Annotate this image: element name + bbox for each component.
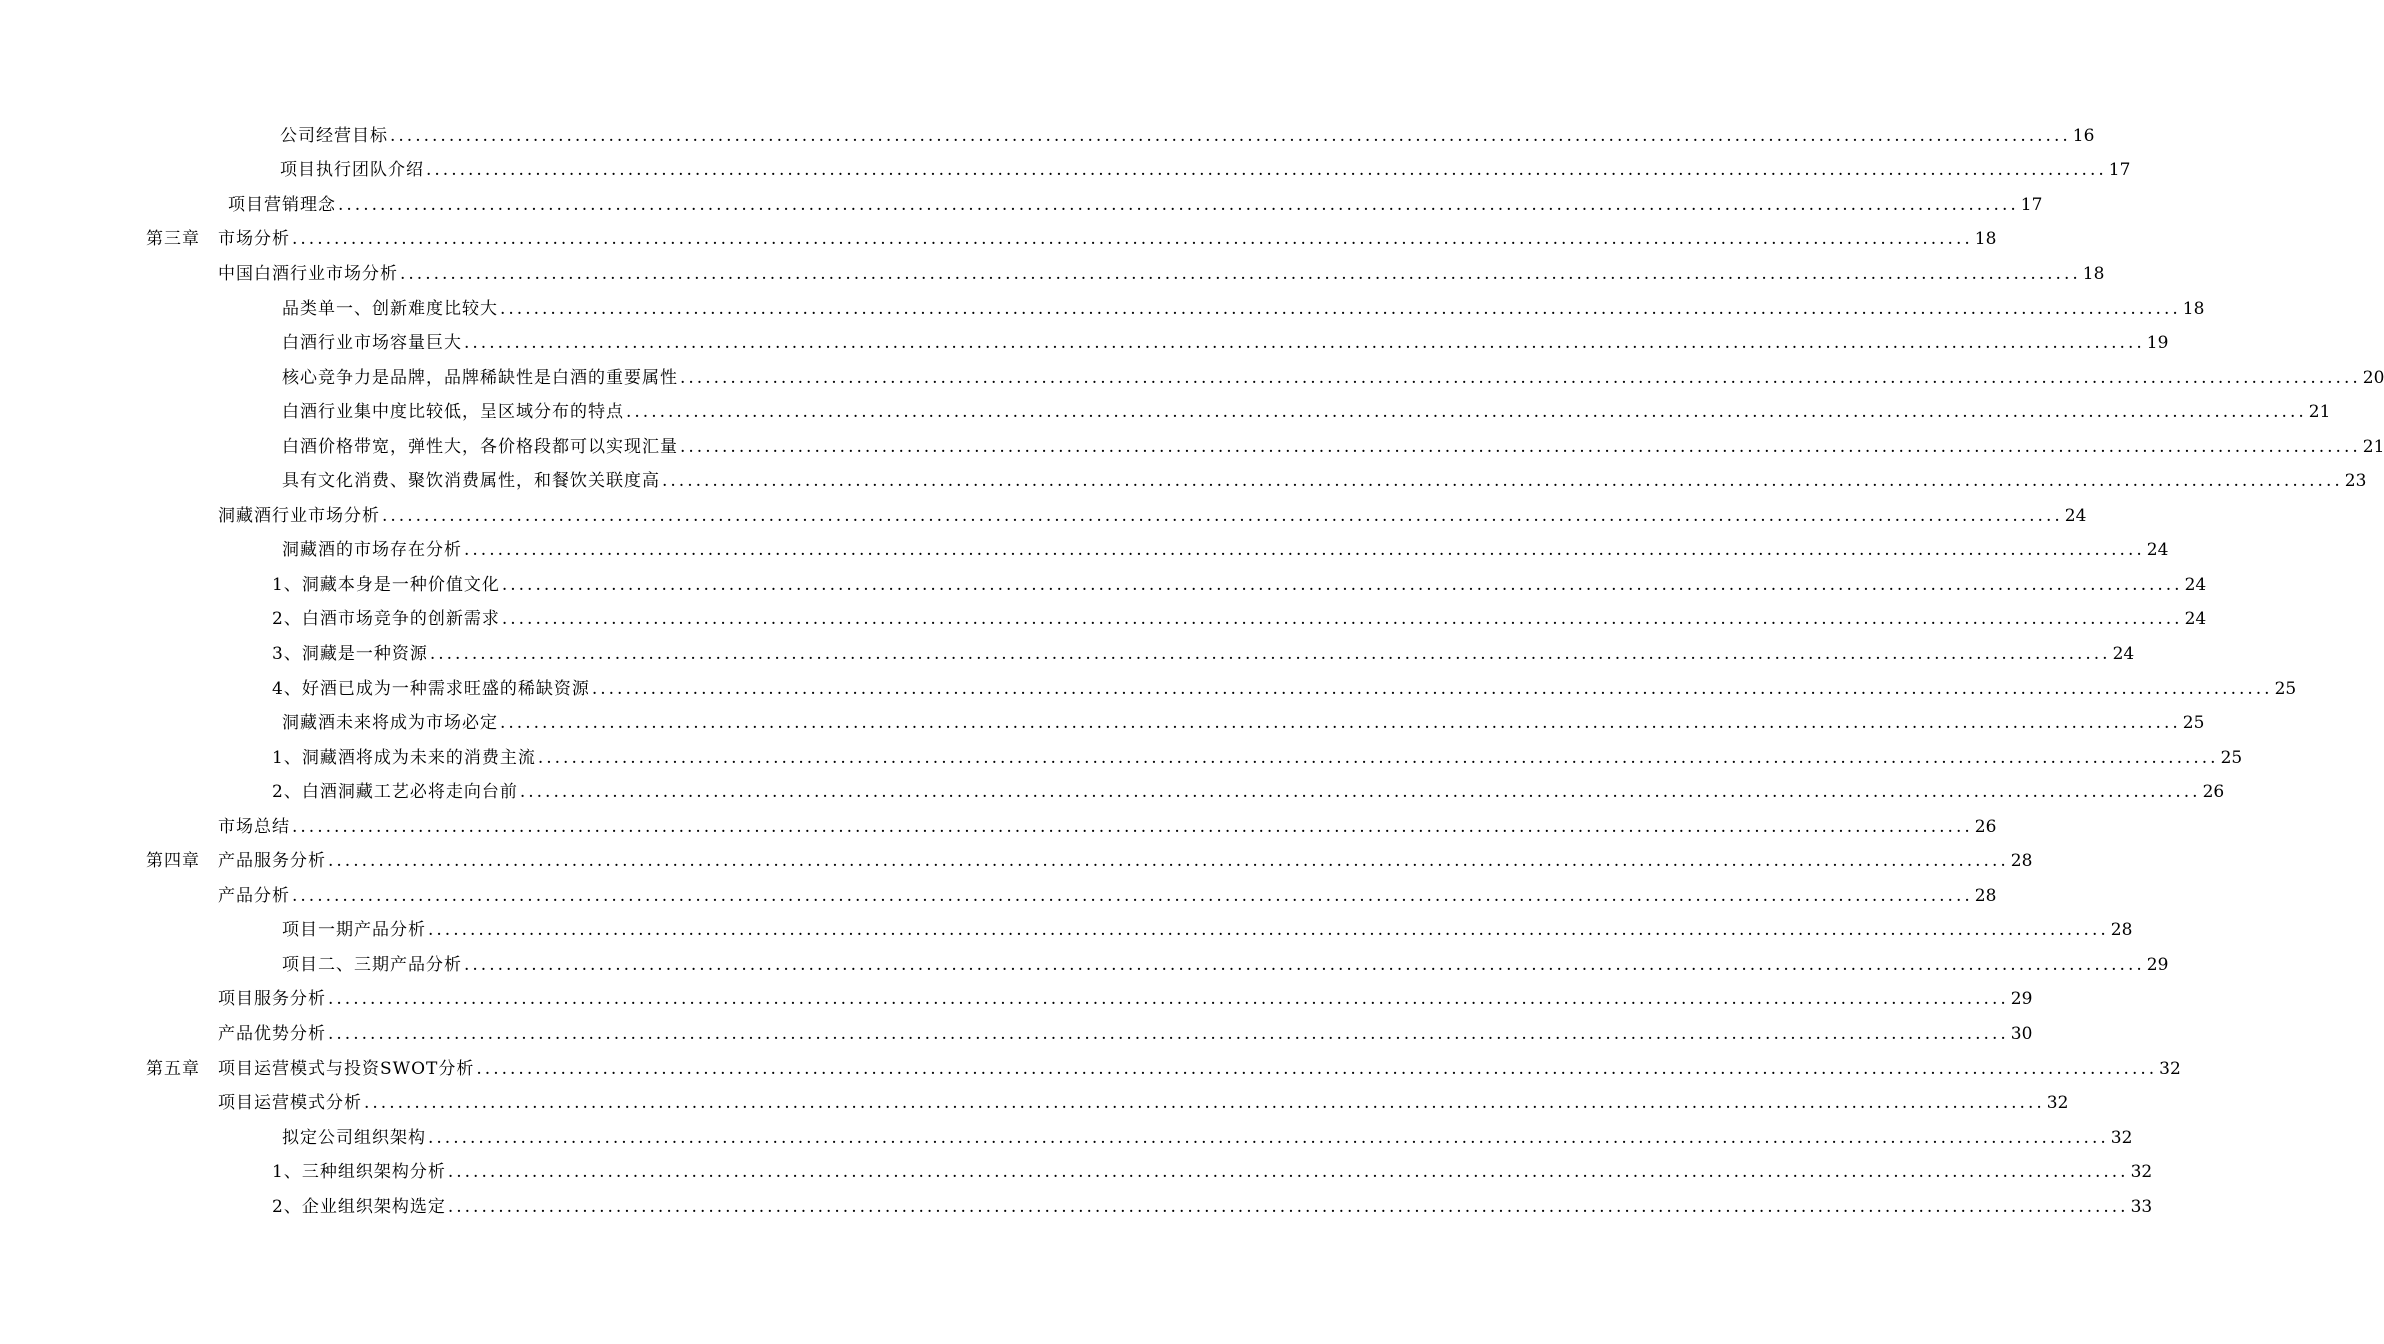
toc-entry[interactable] bbox=[0, 257, 2105, 292]
toc-leader-dots: ........................................................................................................................................................................................................ bbox=[464, 540, 2145, 561]
toc-entry[interactable] bbox=[0, 1052, 2181, 1087]
toc-entry[interactable] bbox=[0, 672, 2297, 707]
toc-leader-dots: ........................................................................................................................................................................................................ bbox=[626, 402, 2307, 423]
toc-entry-title: 项目一期产品分析 bbox=[282, 920, 426, 941]
toc-entry-title: 2、白酒市场竞争的创新需求 bbox=[272, 609, 500, 630]
toc-entry-title: 中国白酒行业市场分析 bbox=[218, 263, 398, 284]
toc-leader-dots: ........................................................................................................................................................................................................ bbox=[426, 160, 2107, 181]
toc-entry-page-number: 21 bbox=[2362, 436, 2384, 457]
toc-entry-title: 产品分析 bbox=[218, 885, 290, 906]
toc-entry-title: 具有文化消费、聚饮消费属性，和餐饮关联度高 bbox=[282, 471, 660, 492]
toc-entry-page-number: 21 bbox=[2308, 402, 2331, 423]
toc-entry-title: 项目营销理念 bbox=[228, 194, 336, 215]
toc-leader-dots: ........................................................................................................................................................................................................ bbox=[501, 574, 2183, 595]
toc-entry-title: 核心竞争力是品牌，品牌稀缺性是白酒的重要属性 bbox=[282, 367, 678, 388]
toc-entry-title: 洞藏酒的市场存在分析 bbox=[282, 540, 462, 561]
toc-entry[interactable] bbox=[0, 188, 2043, 223]
toc-entry-title: 4、好酒已成为一种需求旺盛的稀缺资源 bbox=[272, 678, 590, 699]
toc-entry-page-number: 32 bbox=[2159, 1058, 2181, 1079]
toc-entry-title: 拟定公司组织架构 bbox=[282, 1127, 426, 1148]
toc-entry[interactable] bbox=[0, 395, 2331, 430]
toc-leader-dots: ........................................................................................................................................................................................................ bbox=[338, 194, 2019, 215]
toc-leader-dots: ........................................................................................................................................................................................................ bbox=[464, 954, 2145, 975]
table-of-contents bbox=[0, 119, 2384, 1225]
toc-entry[interactable] bbox=[0, 706, 2205, 741]
toc-entry-title: 2、白酒洞藏工艺必将走向台前 bbox=[272, 782, 518, 803]
toc-leader-dots: ........................................................................................................................................................................................................ bbox=[501, 609, 2183, 630]
toc-entry-page-number: 29 bbox=[2010, 989, 2033, 1010]
toc-entry-page-number: 32 bbox=[2130, 1162, 2153, 1183]
toc-entry[interactable] bbox=[0, 361, 2384, 396]
toc-entry-page-number: 19 bbox=[2146, 333, 2169, 354]
toc-entry-page-number: 24 bbox=[2146, 540, 2169, 561]
toc-leader-dots: ........................................................................................................................................................................................................ bbox=[500, 298, 2181, 319]
toc-entry[interactable] bbox=[0, 292, 2205, 327]
toc-leader-dots: ........................................................................................................................................................................................................ bbox=[429, 643, 2111, 664]
toc-entry-title: 项目执行团队介绍 bbox=[280, 160, 424, 181]
toc-entry-title: 品类单一、创新难度比较大 bbox=[282, 298, 498, 319]
toc-entry-title: 1、洞藏酒将成为未来的消费主流 bbox=[272, 747, 536, 768]
toc-entry-page-number: 33 bbox=[2130, 1196, 2153, 1217]
toc-entry-title: 洞藏酒未来将成为市场必定 bbox=[282, 713, 498, 734]
toc-entry-page-number: 24 bbox=[2184, 609, 2207, 630]
toc-entry[interactable] bbox=[0, 1190, 2153, 1225]
toc-entry-page-number: 17 bbox=[2108, 160, 2131, 181]
toc-entry[interactable] bbox=[0, 1017, 2033, 1052]
toc-leader-dots: ........................................................................................................................................................................................................ bbox=[328, 1023, 2009, 1044]
toc-entry-page-number: 20 bbox=[2362, 367, 2384, 388]
toc-entry-page-number: 18 bbox=[2082, 263, 2105, 284]
toc-entry-title: 1、三种组织架构分析 bbox=[272, 1162, 446, 1183]
toc-entry-title: 白酒行业市场容量巨大 bbox=[282, 333, 462, 354]
toc-entry[interactable] bbox=[0, 223, 1997, 258]
toc-leader-dots: ........................................................................................................................................................................................................ bbox=[447, 1162, 2129, 1183]
toc-leader-dots: ........................................................................................................................................................................................................ bbox=[400, 263, 2081, 284]
toc-entry-title: 2、企业组织架构选定 bbox=[272, 1196, 446, 1217]
toc-entry[interactable] bbox=[0, 637, 2135, 672]
toc-leader-dots: ........................................................................................................................................................................................................ bbox=[328, 851, 2009, 872]
toc-entry-title: 第四章 产品服务分析 bbox=[146, 851, 326, 872]
toc-leader-dots: ........................................................................................................................................................................................................ bbox=[680, 436, 2361, 457]
toc-entry-page-number: 16 bbox=[2072, 125, 2095, 146]
toc-entry[interactable] bbox=[0, 1086, 2069, 1121]
toc-entry[interactable] bbox=[0, 879, 1997, 914]
toc-entry-page-number: 25 bbox=[2274, 678, 2297, 699]
toc-leader-dots: ........................................................................................................................................................................................................ bbox=[537, 747, 2219, 768]
toc-leader-dots: ........................................................................................................................................................................................................ bbox=[390, 125, 2071, 146]
toc-entry-title: 市场总结 bbox=[218, 816, 290, 837]
toc-entry[interactable] bbox=[0, 810, 1997, 845]
toc-leader-dots: ........................................................................................................................................................................................................ bbox=[591, 678, 2273, 699]
toc-leader-dots: ........................................................................................................................................................................................................ bbox=[428, 920, 2109, 941]
toc-entry[interactable] bbox=[0, 914, 2133, 949]
toc-entry[interactable] bbox=[0, 844, 2033, 879]
toc-entry-title: 白酒行业集中度比较低，呈区域分布的特点 bbox=[282, 402, 624, 423]
toc-leader-dots: ........................................................................................................................................................................................................ bbox=[382, 505, 2063, 526]
toc-entry-title: 产品优势分析 bbox=[218, 1023, 326, 1044]
toc-entry-page-number: 24 bbox=[2112, 643, 2135, 664]
toc-leader-dots: ........................................................................................................................................................................................................ bbox=[500, 713, 2181, 734]
toc-leader-dots: ........................................................................................................................................................................................................ bbox=[328, 989, 2009, 1010]
toc-entry[interactable] bbox=[0, 568, 2207, 603]
toc-leader-dots: ........................................................................................................................................................................................................ bbox=[292, 816, 1973, 837]
toc-entry-page-number: 24 bbox=[2184, 574, 2207, 595]
toc-entry-page-number: 29 bbox=[2146, 954, 2169, 975]
toc-entry-page-number: 26 bbox=[1974, 816, 1997, 837]
toc-leader-dots: ........................................................................................................................................................................................................ bbox=[292, 229, 1973, 250]
toc-leader-dots: ........................................................................................................................................................................................................ bbox=[464, 333, 2145, 354]
toc-entry-title: 第五章 项目运营模式与投资SWOT分析 bbox=[146, 1058, 475, 1079]
toc-entry-title: 1、洞藏本身是一种价值文化 bbox=[272, 574, 500, 595]
toc-entry[interactable] bbox=[0, 948, 2169, 983]
toc-entry-page-number: 18 bbox=[2182, 298, 2205, 319]
toc-entry-title: 第三章 市场分析 bbox=[146, 229, 290, 250]
toc-entry[interactable] bbox=[0, 1155, 2153, 1190]
toc-entry-page-number: 17 bbox=[2020, 194, 2043, 215]
toc-entry-page-number: 23 bbox=[2344, 471, 2367, 492]
toc-entry[interactable] bbox=[0, 1121, 2133, 1156]
toc-leader-dots: ........................................................................................................................................................................................................ bbox=[447, 1196, 2129, 1217]
toc-entry[interactable] bbox=[0, 119, 2095, 154]
toc-leader-dots: ........................................................................................................................................................................................................ bbox=[428, 1127, 2109, 1148]
toc-entry-page-number: 30 bbox=[2010, 1023, 2033, 1044]
toc-entry[interactable] bbox=[0, 534, 2169, 569]
toc-entry-page-number: 18 bbox=[1974, 229, 1997, 250]
toc-entry-page-number: 28 bbox=[2110, 920, 2133, 941]
toc-entry[interactable] bbox=[0, 430, 2384, 465]
toc-leader-dots: ........................................................................................................................................................................................................ bbox=[519, 782, 2201, 803]
toc-entry-title: 公司经营目标 bbox=[280, 125, 388, 146]
toc-entry[interactable] bbox=[0, 775, 2225, 810]
toc-leader-dots: ........................................................................................................................................................................................................ bbox=[662, 471, 2343, 492]
toc-entry-page-number: 28 bbox=[2010, 851, 2033, 872]
toc-entry-title: 白酒价格带宽，弹性大，各价格段都可以实现汇量 bbox=[282, 436, 678, 457]
toc-leader-dots: ........................................................................................................................................................................................................ bbox=[292, 885, 1973, 906]
toc-entry-title: 项目运营模式分析 bbox=[218, 1093, 362, 1114]
toc-leader-dots: ........................................................................................................................................................................................................ bbox=[680, 367, 2361, 388]
toc-entry-page-number: 32 bbox=[2110, 1127, 2133, 1148]
toc-entry-title: 项目二、三期产品分析 bbox=[282, 954, 462, 975]
toc-leader-dots: ........................................................................................................................................................................................................ bbox=[364, 1093, 2045, 1114]
toc-entry[interactable] bbox=[0, 326, 2169, 361]
toc-entry[interactable] bbox=[0, 464, 2367, 499]
toc-entry-page-number: 24 bbox=[2064, 505, 2087, 526]
toc-entry-page-number: 32 bbox=[2046, 1093, 2069, 1114]
toc-entry-title: 洞藏酒行业市场分析 bbox=[218, 505, 380, 526]
toc-entry[interactable] bbox=[0, 499, 2087, 534]
toc-entry[interactable] bbox=[0, 741, 2243, 776]
toc-entry-page-number: 25 bbox=[2220, 747, 2243, 768]
toc-entry-page-number: 26 bbox=[2202, 782, 2225, 803]
toc-entry-page-number: 28 bbox=[1974, 885, 1997, 906]
toc-entry[interactable] bbox=[0, 154, 2131, 189]
toc-leader-dots: ........................................................................................................................................................................................................ bbox=[476, 1058, 2158, 1079]
toc-entry-title: 3、洞藏是一种资源 bbox=[272, 643, 428, 664]
toc-entry-title: 项目服务分析 bbox=[218, 989, 326, 1010]
toc-entry[interactable] bbox=[0, 983, 2033, 1018]
toc-entry[interactable] bbox=[0, 603, 2207, 638]
toc-entry-page-number: 25 bbox=[2182, 713, 2205, 734]
